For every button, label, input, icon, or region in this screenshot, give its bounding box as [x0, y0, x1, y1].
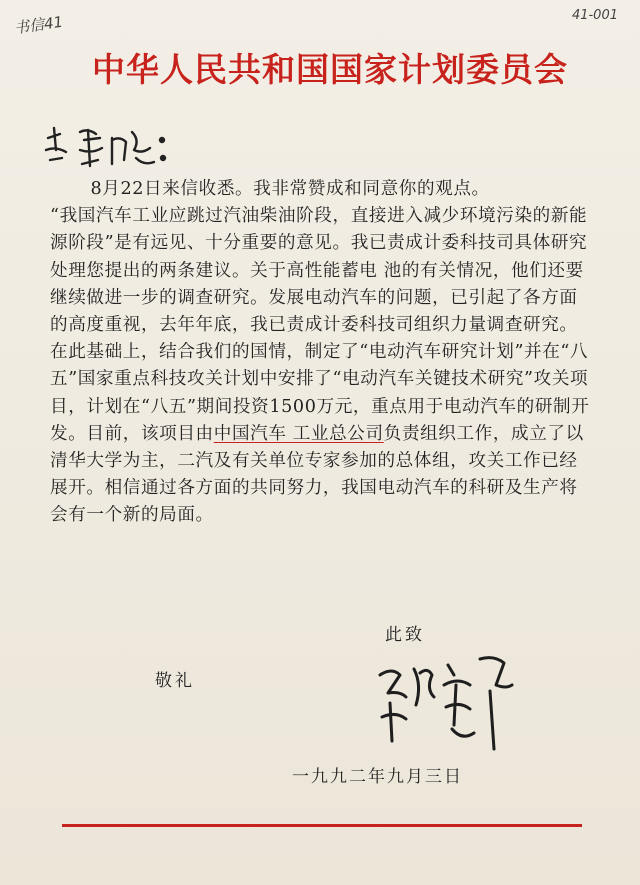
body-text-main: “我国汽车工业应跳过汽油柴油阶段，直接进入减少环境污染的新能源阶段”是有远见、十分重要的意见。我已责成计委科技司具体研究处理您提出的两条建议。关于高性能蓄电 池的有关情况，他们还要继续做进一步的调查研究。发展电动汽车的问题，已引起了各方面的高度重视，去年年底，我已责成计委科技司组织力量调查研究。在此基础上，结合我们的国情，制定了“电动汽车研究计划”并在“八五”国家重点科技攻关计划中安排了“电动汽车关键技术研究”攻关项目，计划在“八五”期间投资1500万元，重点用于电动汽车的研制开发。目前，该项目由 — [50, 206, 590, 444]
body-text-tail: 负责组织工作，成立了以清华大学为主，二汽及有关单位专家参加的总体组，攻关工作已经展开。相信通过各方面的共同努力，我国电动汽车的科研及生产将会有一个新的局面。 — [50, 423, 584, 526]
archive-number: 41-001 — [571, 8, 618, 23]
handwritten-salutation — [40, 120, 170, 180]
regards-phrase: 敬礼 — [155, 671, 195, 691]
letterhead-title: 中华人民共和国国家计划委员会 — [92, 50, 568, 89]
handwritten-signature — [370, 645, 520, 755]
closing-phrase: 此致 — [385, 625, 425, 645]
letter-body — [50, 176, 590, 530]
body-paragraph-2 — [50, 203, 590, 529]
underlined-org-name: 中国汽车 工业总公司 — [213, 423, 384, 444]
letterhead-footer-rule — [62, 824, 582, 827]
letter-date: 一九九二年九月三日 — [292, 767, 463, 787]
body-paragraph-1: 8月22日来信收悉。我非常赞成和同意你的观点。 — [90, 179, 490, 199]
archive-note-left: 书信41 — [13, 12, 65, 38]
